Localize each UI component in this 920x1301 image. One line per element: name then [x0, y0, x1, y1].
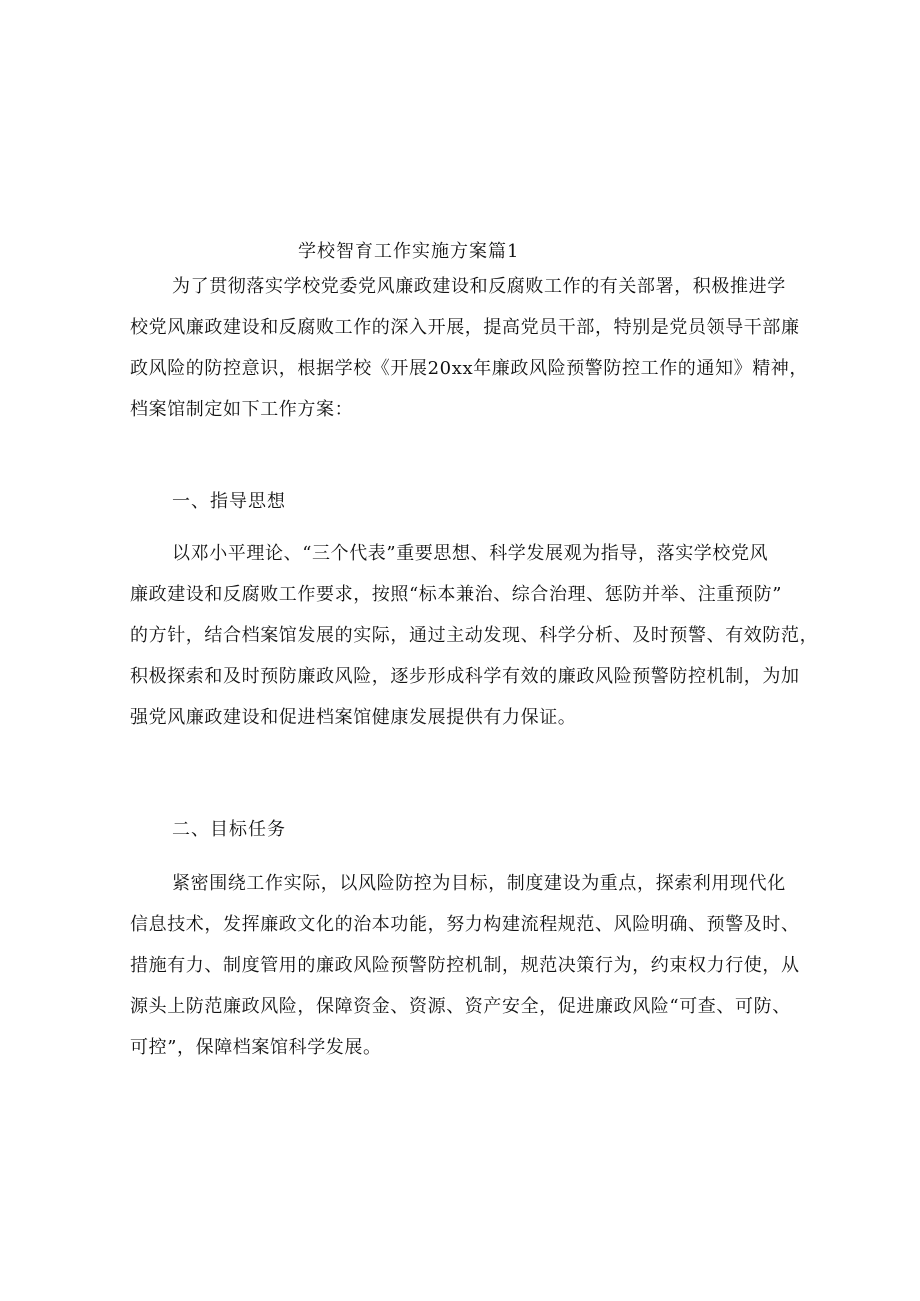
- section1-line: 强党风廉政建设和促进档案馆健康发展提供有力保证。: [130, 707, 577, 728]
- section1-heading: 一、指导思想: [172, 491, 286, 512]
- section2-line: 措施有力、制度管用的廉政风险预警防控机制，规范决策行为，约束权力行使，从: [130, 955, 800, 976]
- section1-line: 的方针，结合档案馆发展的实际，通过主动发现、科学分析、及时预警、有效防范，: [130, 625, 819, 646]
- section1-line: 以邓小平理论、“三个代表”重要思想、科学发展观为指导，落实学校党风: [172, 543, 769, 564]
- intro-line: 校党风廉政建设和反腐败工作的深入开展，提高党员干部，特别是党员领导干部廉: [130, 317, 800, 338]
- intro-line: 为了贯彻落实学校党委党风廉政建设和反腐败工作的有关部署，积极推进学: [172, 276, 786, 297]
- intro-line: 档案馆制定如下工作方案：: [130, 399, 354, 420]
- section1-line: 廉政建设和反腐败工作要求，按照“标本兼治、综合治理、惩防并举、注重预防”: [130, 584, 783, 605]
- section1-paragraph: [130, 533, 819, 738]
- intro-paragraph: [130, 266, 809, 430]
- section2-heading: 二、目标任务: [172, 819, 286, 840]
- document-title: 学校智育工作实施方案篇1: [298, 241, 520, 262]
- section2-line: 信息技术，发挥廉政文化的治本功能，努力构建流程规范、风险明确、预警及时、: [130, 914, 800, 935]
- section2-line: 源头上防范廉政风险，保障资金、资源、资产安全，促进廉政风险“可查、可防、: [130, 996, 791, 1017]
- intro-line: 政风险的防控意识，根据学校《开展20xx年廉政风险预警防控工作的通知》精神，: [130, 358, 809, 379]
- section2-line: 可控”，保障档案馆科学发展。: [130, 1037, 382, 1058]
- section2-paragraph: [130, 863, 806, 1068]
- section1-line: 积极探索和及时预防廉政风险，逐步形成科学有效的廉政风险预警防控机制，为加: [130, 666, 800, 687]
- section2-line: 紧密围绕工作实际，以风险防控为目标，制度建设为重点，探索利用现代化: [172, 873, 786, 894]
